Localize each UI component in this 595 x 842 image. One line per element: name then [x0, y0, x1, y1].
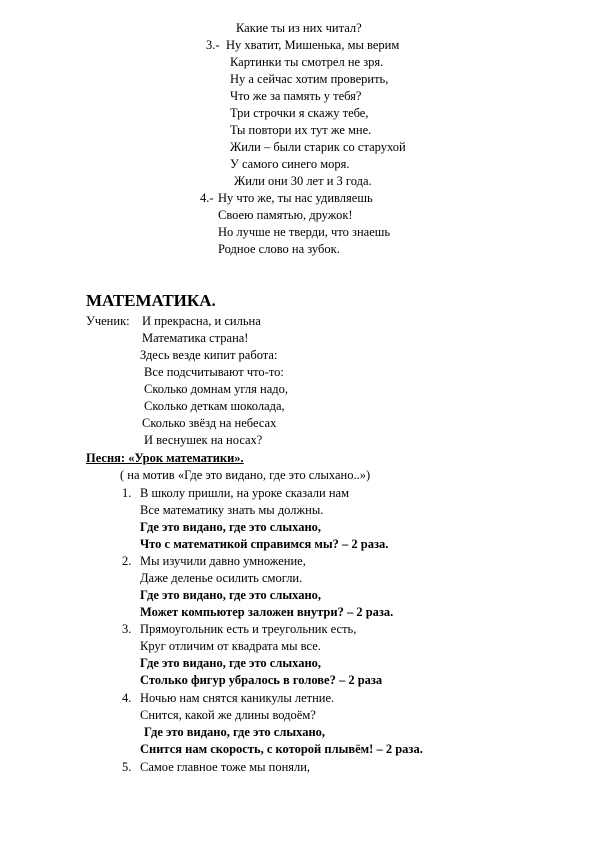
verse-number: 1.	[122, 486, 132, 500]
song-line: Прямоугольник есть и треугольник есть,	[140, 622, 357, 636]
song-line: Ночью нам снятся каникулы летние.	[140, 691, 335, 705]
poem-line: Жили – были старик со старухой	[230, 140, 406, 154]
song-refrain: Где это видано, где это слыхано,	[140, 656, 322, 670]
verse-number: 3.-	[206, 38, 220, 52]
song-line: В школу пришли, на уроке сказали нам	[140, 486, 349, 500]
verse-number: 2.	[122, 554, 132, 568]
poem-line: Ты повтори их тут же мне.	[230, 123, 372, 137]
song-refrain: Может компьютер заложен внутри? – 2 раза.	[140, 605, 394, 619]
song-refrain: Где это видано, где это слыхано,	[144, 725, 326, 739]
poem-line: И прекрасна, и сильна	[142, 314, 261, 328]
song-refrain: Где это видано, где это слыхано,	[140, 588, 322, 602]
song-refrain: Что с математикой справимся мы? – 2 раза.	[140, 537, 389, 551]
poem-line: Своею памятью, дружок!	[218, 208, 353, 222]
poem-line: Все подсчитывают что-то:	[144, 365, 284, 379]
song-line: Мы изучили давно умножение,	[140, 554, 306, 568]
poem-line: Какие ты из них читал?	[236, 21, 362, 35]
poem-line: Родное слово на зубок.	[218, 242, 340, 256]
verse-number: 5.	[122, 760, 132, 774]
song-line: Даже деленье осилить смогли.	[140, 571, 303, 585]
poem-line: Что же за память у тебя?	[230, 89, 362, 103]
song-refrain: Где это видано, где это слыхано,	[140, 520, 322, 534]
poem-line: Сколько деткам шоколада,	[144, 399, 285, 413]
verse-number: 3.	[122, 622, 132, 636]
poem-line: И веснушек на носах?	[144, 433, 263, 447]
song-refrain: Столько фигур убралось в голове? – 2 раза	[140, 673, 383, 687]
song-line: Все математику знать мы должны.	[140, 503, 324, 517]
poem-line: Три строчки я скажу тебе,	[230, 106, 369, 120]
verse-number: 4.	[122, 691, 132, 705]
song-line: Снится, какой же длины водоём?	[140, 708, 316, 722]
song-line: Самое главное тоже мы поняли,	[140, 760, 311, 774]
poem-line: Сколько звёзд на небесах	[142, 416, 277, 430]
verse-number: 4.-	[200, 191, 214, 205]
poem-line: Математика страна!	[142, 331, 249, 345]
song-refrain: Снится нам скорость, с которой плывём! – 2 раза.	[140, 742, 423, 756]
poem-line: Ну что же, ты нас удивляешь	[218, 191, 373, 205]
speaker-label: Ученик:	[86, 314, 130, 328]
song-line: Круг отличим от квадрата мы все.	[140, 639, 321, 653]
song-title: Песня: «Урок математики».	[86, 451, 244, 465]
poem-line: Здесь везде кипит работа:	[140, 348, 278, 362]
poem-line: Но лучше не тверди, что знаешь	[218, 225, 391, 239]
poem-line: Сколько домнам угля надо,	[144, 382, 288, 396]
poem-line: Жили они 30 лет и 3 года.	[234, 174, 372, 188]
poem-line: Картинки ты смотрел не зря.	[230, 55, 384, 69]
poem-line: Ну хватит, Мишенька, мы верим	[226, 38, 400, 52]
song-subtitle: ( на мотив «Где это видано, где это слыхано..»)	[120, 468, 371, 482]
poem-line: У самого синего моря.	[230, 157, 350, 171]
section-title: МАТЕМАТИКА.	[86, 291, 216, 310]
poem-line: Ну а сейчас хотим проверить,	[230, 72, 389, 86]
